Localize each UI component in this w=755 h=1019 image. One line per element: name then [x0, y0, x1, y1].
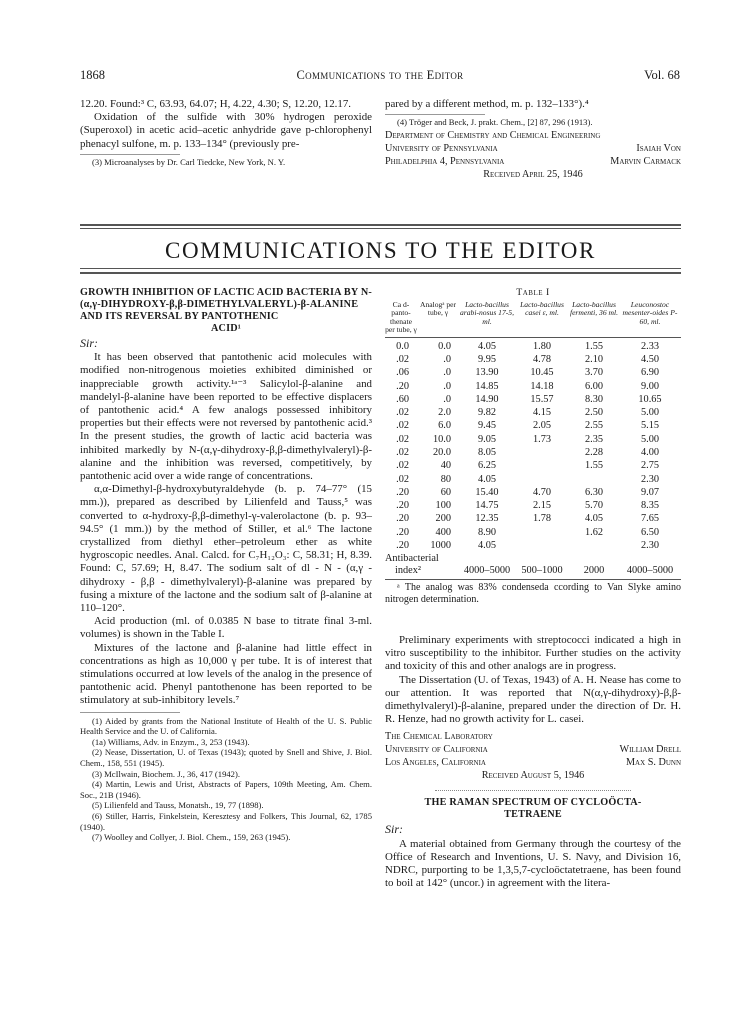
table-row — [385, 340, 681, 353]
table-body — [385, 340, 681, 553]
column-header: Lacto-bacillus fermenti, 36 ml. — [569, 300, 619, 318]
table-cell: 15.57 — [530, 393, 554, 405]
footnote: (6) Stiller, Harris, Finkelstein, Keresztesy and Folkers, This Journal, 62, 1785 (1940). — [80, 811, 372, 832]
table-cell: 4.70 — [532, 486, 552, 498]
table-cell: 10.0 — [432, 433, 451, 445]
table-row — [385, 473, 681, 486]
footnote: (1) Aided by grants from the National Institute of Health of the U. S. Public Health Service and the U. of California. — [80, 715, 372, 737]
table-row — [385, 419, 681, 432]
table-cell: 14.85 — [475, 380, 499, 392]
author-name: Marvin Carmack — [610, 155, 681, 167]
table-row — [385, 393, 681, 406]
table-cell: 4000–5000 — [626, 565, 674, 577]
table-cell: 1.62 — [584, 526, 604, 538]
address-line: The Chemical Laboratory — [385, 731, 493, 743]
footnote: (1a) Williams, Adv. in Enzym., 3, 253 (1943). — [92, 736, 250, 747]
paragraph: It has been observed that pantothenic acid molecules with modified non-nitrogenous moieties exhibited diminished or inappreciable growth activity.¹ᵃ⁻³ Salicylol-β-alanine and mandelyl-β-alanine have been reported to be effective displacers of pantothenic acid.⁴ A few analogs possessed inhibitory properties but their effects were not reversed by pantothenic acid.³ In the present studies, the growth of lactic acid bacteria was inhibited markedly by N-(α,γ-dihydroxy-β,β-dimethylvaleryl)-β-alanine and the inhibition was reversed, competitively, by pantothenic acid over a wide range of concentrations. — [80, 351, 372, 483]
author-address — [385, 129, 681, 181]
table-row — [385, 353, 681, 366]
table-row — [385, 499, 681, 512]
paragraph: Mixtures of the lactone and β-alanine had little effect in concentrations as high as 10,000 γ per tube. It is of interest that stimulations occurred at low levels of the analog in the presence of pantothenic acid. Phenyl pantothenone has been reported to be stimulatory at sub-inhibitory levels.⁷ — [80, 641, 372, 707]
table-cell: 9.82 — [477, 407, 497, 419]
table-row — [385, 433, 681, 446]
table-cell: .02 — [396, 460, 409, 472]
table-cell: 5.00 — [640, 407, 660, 419]
page-number: 1868 — [80, 68, 105, 82]
table-cell: 9.45 — [477, 420, 497, 432]
table-cell: 1.78 — [532, 513, 552, 525]
column-header: Analogᵃ per tube, γ — [419, 300, 457, 318]
footnote: (3) Microanalyses by Dr. Carl Tiedcke, New York, N. Y. — [92, 156, 286, 167]
table-row — [385, 526, 681, 539]
table-cell: 2000 — [583, 565, 605, 577]
table-note: ᵃ The analog was 83% condenseda ccording to Van Slyke amino nitrogen determination. — [385, 582, 681, 606]
article-title-text: GROWTH INHIBITION OF LACTIC ACID BACTERIA BY N-(α,γ-DIHYDROXY-β,β-DIMETHYLVALERYL)-β-ALANINE AND ITS REVERSAL BY PANTOTHENIC — [80, 287, 372, 322]
table-cell: 3.70 — [584, 367, 604, 379]
table-cell: 6.25 — [477, 460, 497, 472]
table-cell: .0 — [443, 353, 451, 365]
table-1 — [385, 287, 681, 606]
table-cell: 4.15 — [532, 407, 552, 419]
table-cell: 5.15 — [640, 420, 660, 432]
table-cell: 80 — [440, 473, 451, 485]
table-cell: .20 — [396, 540, 409, 552]
table-cell: 9.00 — [640, 380, 660, 392]
footnote: (5) Lilienfeld and Tauss, Monatsh., 19, 77 (1898). — [92, 800, 264, 811]
table-cell: 13.90 — [475, 367, 499, 379]
column-header: Ca d-panto-thenate per tube, γ — [385, 300, 417, 335]
address-line: Philadelphia 4, Pennsylvania — [385, 155, 505, 167]
footnote-rule — [80, 154, 180, 155]
top-left-continuation — [80, 98, 372, 167]
table-cell: .60 — [396, 393, 409, 405]
table-cell: .20 — [396, 526, 409, 538]
table-cell: .0 — [443, 393, 451, 405]
table-cell: 4.05 — [584, 513, 604, 525]
table-cell — [515, 526, 569, 539]
table-cell: 9.05 — [477, 433, 497, 445]
address-line: Department of Chemistry and Chemical Engineering — [385, 129, 601, 141]
section-rule-bottom — [80, 268, 681, 274]
table-cell: 15.40 — [475, 486, 499, 498]
table-rule — [385, 579, 681, 580]
table-cell: 500–1000 — [521, 565, 563, 577]
table-row — [385, 486, 681, 499]
table-cell: 1.55 — [584, 460, 604, 472]
table-cell: 6.90 — [640, 367, 660, 379]
table-row — [385, 380, 681, 393]
table-cell — [515, 473, 569, 486]
column-header: Lacto-bacillus arabi-nosus 17-5, ml. — [459, 300, 514, 326]
table-cell: .20 — [396, 513, 409, 525]
article-title-text: THE RAMAN SPECTRUM OF CYCLOÖCTA- — [424, 797, 642, 809]
table-cell — [515, 446, 569, 459]
table-cell: .02 — [396, 473, 409, 485]
table-cell: 4.00 — [640, 447, 660, 458]
table-header — [385, 301, 681, 338]
paragraph: Oxidation of the sulfide with 30% hydrogen peroxide (Superoxol) in acetic acid–acetic anhydride gave p-chlorophenyl phenacyl sulfone, m. p. 133–134° (previously pre- — [80, 111, 372, 150]
table-cell: 2.33 — [640, 340, 660, 352]
table-cell: 8.30 — [584, 393, 604, 405]
table-cell: 1000 — [430, 540, 451, 552]
article-growth-inhibition — [80, 287, 372, 843]
paragraph: Preliminary experiments with streptococci indicated a high in vitro susceptibility to the inhibitor. Further studies on the activity and toxicity of this and other analogs are in progress. — [385, 634, 681, 673]
table-cell: 8.35 — [640, 500, 660, 512]
row-label: Antibacterial — [385, 553, 439, 565]
table-cell: 4000–5000 — [463, 565, 511, 577]
table-cell: .02 — [396, 407, 409, 419]
table-cell: .02 — [396, 433, 409, 445]
article-title — [385, 797, 681, 821]
table-cell: 5.00 — [640, 433, 660, 445]
top-right-continuation — [385, 98, 681, 181]
table-cell: 6.0 — [438, 420, 451, 432]
table-cell: 2.75 — [640, 460, 660, 472]
salutation: Sir: — [80, 336, 98, 350]
received-date: Received August 5, 1946 — [481, 770, 585, 782]
table-cell: 6.00 — [584, 380, 604, 392]
table-cell: 0.0 — [438, 340, 451, 352]
table-row — [385, 539, 681, 552]
table-cell: 12.35 — [475, 513, 499, 525]
article-separator — [435, 790, 631, 791]
author-name: Isaiah Von — [636, 142, 681, 154]
table-cell: .20 — [396, 380, 409, 392]
table-cell: .02 — [396, 353, 409, 365]
footnote-rule — [385, 114, 485, 115]
table-cell: .0 — [443, 380, 451, 392]
running-title: Communications to the Editor — [296, 68, 464, 82]
section-heading: COMMUNICATIONS TO THE EDITOR — [165, 238, 596, 263]
table-cell — [569, 539, 619, 552]
paragraph: pared by a different method, m. p. 132–133°).⁴ — [385, 98, 589, 110]
article-title-text: TETRAENE — [504, 809, 562, 821]
table-cell: 2.30 — [640, 473, 660, 485]
table-cell: 100 — [435, 500, 451, 512]
table-cell — [515, 459, 569, 472]
table-cell: 2.15 — [532, 500, 552, 512]
table-cell: 1.73 — [532, 433, 552, 445]
footnote: (7) Woolley and Collyer, J. Biol. Chem., 159, 263 (1945). — [92, 832, 291, 843]
table-cell: .02 — [396, 447, 409, 458]
column-header: Leuconostoc mesenter-oides P-60, ml. — [622, 300, 678, 326]
table-cell: 2.0 — [438, 407, 451, 419]
table-cell: 4.78 — [532, 353, 552, 365]
paragraph: The Dissertation (U. of Texas, 1943) of A. H. Nease has come to our attention. It was reported that N(α,γ-dihydroxy)-β,β-dimethylvaleryl)-β-alanine, prepared under the direction of Dr. H. R. Henze, had no growth activity for L. casei. — [385, 673, 681, 726]
table-cell: 20.0 — [432, 447, 451, 458]
paragraph: α,α-Dimethyl-β-hydroxybutyraldehyde (b. p. 74–77° (15 mm.)), prepared as described by Lilienfeld and Tauss,⁵ was converted to α-hydroxy-β,β-dimethyl-γ-valerolactone (b. p. 93–94.5° (1 mm.)) by the method of Stiller, et al.⁶ The lactone crystallized from diethyl ether–petroleum ether as white hygroscopic needles. Anal. Calcd. for C₇H₁₂O₃: C, 58.31; H, 8.39. Found: C, 57.69; H, 8.47. The sodium salt of dl - N - (α,γ - dihydroxy - β,β - dimethylvaleryl)-β-alanine was prepared by fusing a mixture of the lactone and the sodium salt of β-alanine at 110–120°. — [80, 483, 372, 615]
table-row — [385, 446, 681, 459]
table-cell — [569, 473, 619, 486]
table-cell: 6.30 — [584, 486, 604, 498]
paragraph: Acid production (ml. of 0.0385 N base to titrate final 3-ml. volumes) is shown in the Table I. — [80, 615, 372, 641]
author-name: Max S. Dunn — [626, 757, 681, 769]
table-cell: 4.50 — [640, 353, 660, 365]
table-cell: 2.28 — [584, 447, 604, 458]
table-cell: 9.07 — [640, 486, 660, 498]
footnotes — [80, 716, 372, 843]
table-cell: 2.35 — [584, 433, 604, 445]
table-row — [385, 459, 681, 472]
table-cell: 14.75 — [475, 500, 499, 512]
table-cell: 400 — [435, 526, 451, 538]
table-cell: 2.50 — [584, 407, 604, 419]
antibacterial-row — [385, 553, 681, 565]
table-cell: .20 — [396, 500, 409, 512]
row-label: index² — [395, 565, 421, 577]
table-caption: Table I — [516, 287, 550, 298]
table-cell: 14.90 — [475, 393, 499, 405]
table-cell: 2.55 — [584, 420, 604, 432]
table-cell: 6.50 — [640, 526, 660, 538]
table-cell: 14.18 — [530, 380, 554, 392]
salutation: Sir: — [385, 822, 403, 837]
section-rule-top — [80, 224, 681, 230]
received-date: Received April 25, 1946 — [483, 168, 583, 180]
paragraph: A material obtained from Germany through the courtesy of the Office of Research and Inventions, U. S. Navy, and Division 16, NDRC, purporting to be 1,3,5,7-cycloöctatetraene, has been found to boil at 142° (uncor.) in agreement with the litera- — [385, 837, 681, 890]
footnote: (4) Tröger and Beck, J. prakt. Chem., [2] 87, 296 (1913). — [397, 117, 593, 128]
address-line: University of Pennsylvania — [385, 142, 498, 154]
table-cell: 8.05 — [477, 447, 497, 458]
table-cell: .20 — [396, 486, 409, 498]
table-cell: 200 — [435, 513, 451, 525]
table-cell: 4.05 — [477, 473, 497, 485]
table-cell: 60 — [440, 486, 451, 498]
author-address — [385, 730, 681, 782]
table-cell: 9.95 — [477, 353, 497, 365]
right-column-body — [385, 634, 681, 890]
article-title-end: ACID¹ — [210, 323, 242, 334]
table-row — [385, 406, 681, 419]
table-cell: 4.05 — [477, 340, 497, 352]
table-cell: .06 — [396, 367, 409, 379]
antibacterial-row — [385, 565, 681, 577]
table-cell: 1.55 — [584, 340, 604, 352]
table-cell: 7.65 — [640, 513, 660, 525]
table-row — [385, 512, 681, 525]
table-row — [385, 366, 681, 379]
footnote: (3) McIlwain, Biochem. J., 36, 417 (1942). — [92, 768, 240, 779]
paragraph: 12.20. Found:³ C, 63.93, 64.07; H, 4.22, 4.30; S, 12.20, 12.17. — [80, 98, 352, 110]
volume-label: Vol. 68 — [644, 68, 680, 82]
table-cell: 10.65 — [638, 393, 662, 405]
table-cell: 10.45 — [530, 367, 554, 379]
footnote: (4) Martin, Lewis and Urist, Abstracts of Papers, 109th Meeting, Am. Chem. Soc., 21B (1946). — [80, 779, 372, 800]
table-cell — [515, 539, 569, 552]
table-cell: .02 — [396, 420, 409, 432]
table-cell: 1.80 — [532, 340, 552, 352]
article-title — [80, 287, 372, 335]
table-cell: 2.30 — [640, 540, 660, 552]
table-cell: 2.05 — [532, 420, 552, 432]
column-header: Lacto-bacillus casei ε, ml. — [520, 300, 564, 318]
table-cell: 4.05 — [477, 540, 497, 552]
table-cell: 40 — [440, 460, 451, 472]
table-cell: 2.10 — [584, 353, 604, 365]
address-line: University of California — [385, 744, 488, 756]
table-cell: 5.70 — [584, 500, 604, 512]
table-cell: 0.0 — [396, 340, 409, 352]
address-line: Los Angeles, California — [385, 757, 486, 769]
author-name: William Drell — [619, 744, 681, 756]
footnote-rule — [80, 712, 180, 713]
table-cell: 8.90 — [477, 526, 497, 538]
running-head — [80, 68, 680, 84]
table-cell: .0 — [443, 367, 451, 379]
footnote: (2) Nease, Dissertation, U. of Texas (1943); quoted by Snell and Shive, J. Biol. Chem., 158, 551 (1945). — [80, 747, 372, 769]
